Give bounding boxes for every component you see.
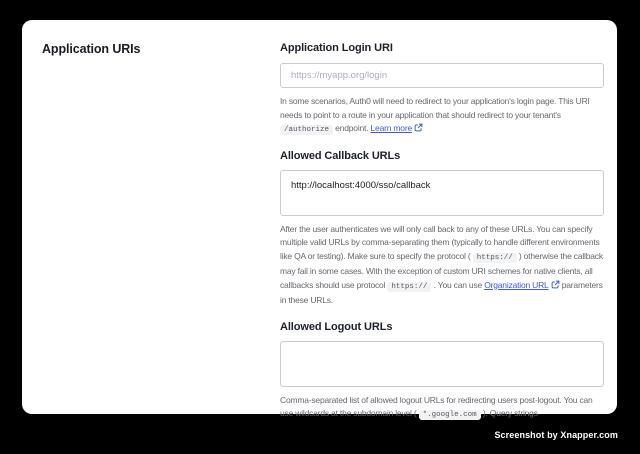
inline-code-chip: https:// <box>387 282 431 292</box>
external-link-icon <box>414 123 423 132</box>
login-uri-label: Application Login URI <box>280 42 393 54</box>
logout-urls-label: Allowed Logout URLs <box>280 320 393 333</box>
login-uri-help-text: In some scenarios, Auth0 will need to redirect to your application's login page. This URI needs to point to a route in your application that should redirect to your tenant's /authorize endpoint. Learn more <box>280 96 590 134</box>
learn-more-link[interactable]: Learn more <box>370 123 412 133</box>
organization-url-link[interactable]: Organization URL <box>484 279 549 290</box>
callback-urls-help-text: After the user authenticates we will only call back to any of these URLs. You can specify multiple valid URLs by comma-separating them (typically to handle different environments like QA or testing). Make sure to specify the protocol ( https:// ) otherwise the callback may fail in some cases. With the exception of custom URI schemes for native clients, all callbacks should use protocol https:// . You can use Organization URL parameters in these URLs. <box>280 223 603 305</box>
settings-section-left-column <box>42 42 280 414</box>
callback-urls-field-group <box>280 150 604 308</box>
logout-urls-textarea[interactable] <box>280 341 604 387</box>
logout-urls-help-text: Comma-separated list of allowed logout URLs for redirecting users post-logout. You can use wildcards at the subdomain level ( *.google.com ). Query strings <box>280 394 593 419</box>
settings-section-right-column <box>280 42 604 419</box>
inline-code-chip: *.google.com <box>419 410 481 420</box>
section-title: Application URIs <box>42 42 141 56</box>
inline-code-chip: /authorize <box>280 125 333 135</box>
callback-urls-label: Allowed Callback URLs <box>280 149 401 162</box>
application-uris-card <box>22 20 617 419</box>
callback-urls-textarea[interactable] <box>280 170 604 216</box>
login-uri-field-group <box>280 42 604 138</box>
external-link-icon <box>551 280 560 289</box>
logout-urls-field-group <box>280 321 604 423</box>
xnapper-watermark: Screenshot by Xnapper.com <box>494 430 618 440</box>
inline-code-chip: https:// <box>473 253 517 263</box>
login-uri-input[interactable] <box>280 63 604 88</box>
